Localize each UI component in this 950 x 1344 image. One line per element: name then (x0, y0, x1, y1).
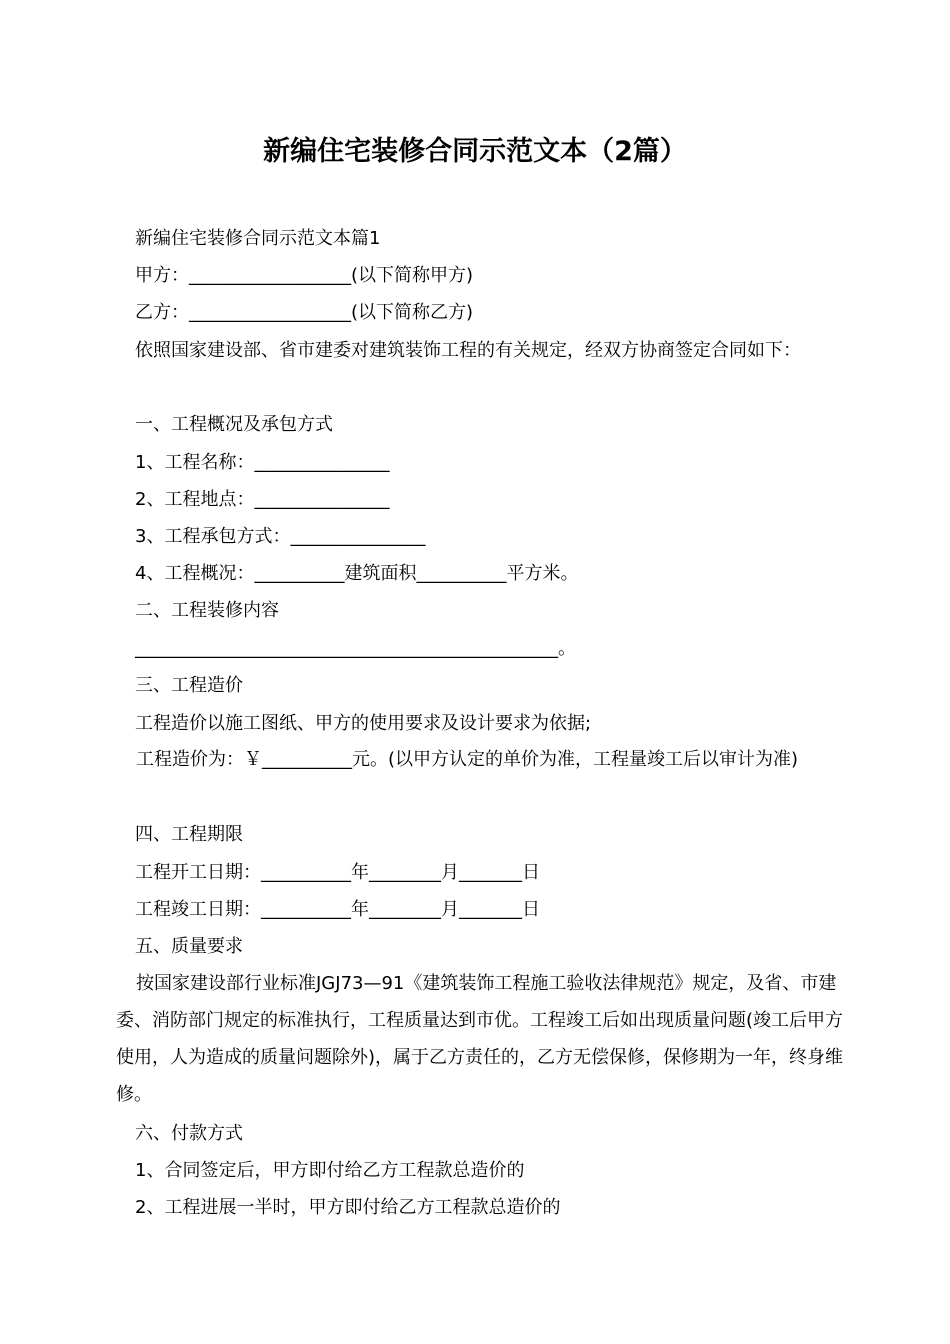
intro-paragraph: 依照国家建设部、省市建委对建筑装饰工程的有关规定，经双方协商签定合同如下： (135, 340, 801, 361)
section-4-end-date: 工程竣工日期：__________年________月_______日 (135, 899, 540, 920)
section-1-heading: 一、工程概况及承包方式 (135, 414, 333, 435)
section-3-price: 工程造价为：￥__________元。(以甲方认定的单价为准，工程量竣工后以审计为准) (136, 749, 799, 770)
party-b-line: 乙方：__________________(以下简称乙方) (135, 302, 474, 323)
section-5-body: 按国家建设部行业标准JGJ73—91《建筑装饰工程施工验收法律规范》规定，及省、市建委、消防部门规定的标准执行，工程质量达到市优。工程竣工后如出现质量问题(竣工后甲方使用，人为造成的质量问题除外)，属于乙方责任的，乙方无偿保修，保修期为一年，终身维修。 (116, 973, 844, 1105)
section-5-heading: 五、质量要求 (135, 936, 243, 957)
section-1-item-3: 3、工程承包方式：_______________ (135, 526, 426, 547)
section-1-item-2: 2、工程地点：_______________ (135, 489, 390, 510)
section-2-blank: _______________________________________________。 (135, 638, 576, 659)
document-title: 新编住宅装修合同示范文本（2篇） (263, 136, 687, 167)
section-3-heading: 三、工程造价 (135, 675, 243, 696)
document-subtitle: 新编住宅装修合同示范文本篇1 (135, 228, 381, 249)
section-2-heading: 二、工程装修内容 (135, 600, 279, 621)
section-6-heading: 六、付款方式 (135, 1123, 243, 1144)
section-4-heading: 四、工程期限 (135, 824, 243, 845)
party-a-line: 甲方：__________________(以下简称甲方) (135, 265, 474, 286)
section-6-item-2: 2、工程进展一半时，甲方即付给乙方工程款总造价的 (135, 1197, 561, 1218)
section-1-item-4: 4、工程概况：__________建筑面积__________平方米。 (135, 563, 579, 584)
section-4-start-date: 工程开工日期：__________年________月_______日 (135, 862, 540, 883)
section-6-item-1: 1、合同签定后，甲方即付给乙方工程款总造价的 (135, 1160, 525, 1181)
section-3-basis: 工程造价以施工图纸、甲方的使用要求及设计要求为依据; (135, 713, 592, 734)
section-1-item-1: 1、工程名称：_______________ (135, 452, 390, 473)
